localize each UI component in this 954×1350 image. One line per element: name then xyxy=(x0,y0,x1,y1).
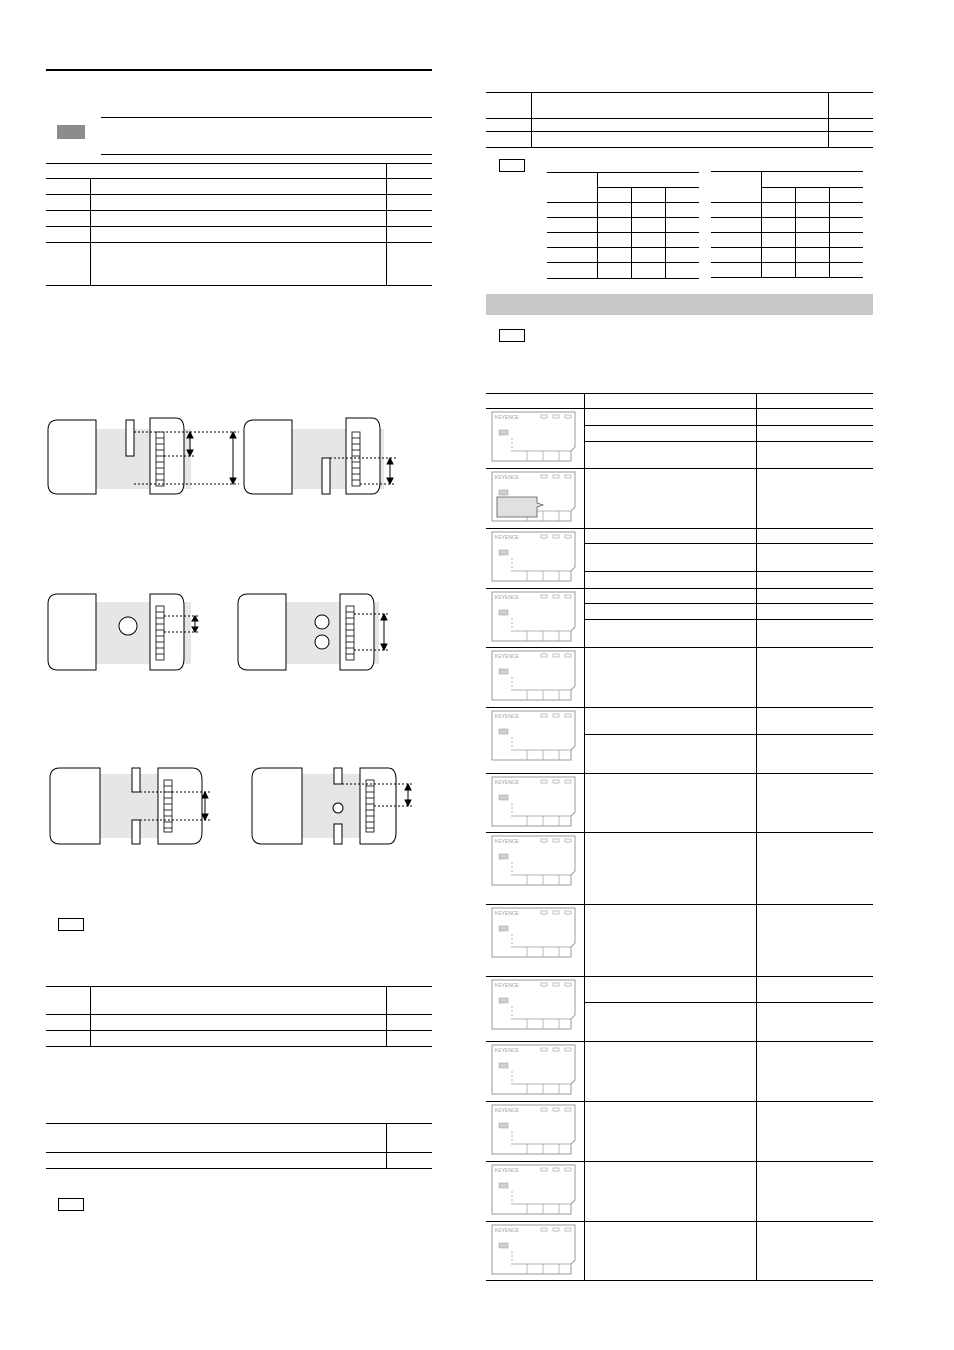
beam-diagram-2 xyxy=(44,588,434,678)
lcd-brand-text: KEYENCE xyxy=(495,1228,519,1234)
lcd-panel-icon xyxy=(491,907,576,957)
section-top-rule xyxy=(46,69,432,71)
lcd-brand-text: KEYENCE xyxy=(495,911,519,917)
note-rule-bottom xyxy=(101,154,432,155)
lcd-brand-text: KEYENCE xyxy=(495,714,519,720)
note-box-icon xyxy=(499,159,525,172)
lcd-brand-text: KEYENCE xyxy=(495,1048,519,1054)
note-box-icon xyxy=(58,918,84,931)
lcd-brand-text: KEYENCE xyxy=(495,780,519,786)
lcd-brand-text: KEYENCE xyxy=(495,839,519,845)
lcd-panel-icon xyxy=(491,531,576,581)
lcd-panel-icon xyxy=(491,776,576,826)
lcd-panel-icon xyxy=(491,1104,576,1154)
note-rule-top xyxy=(101,117,432,118)
lcd-brand-text: KEYENCE xyxy=(495,1108,519,1114)
lcd-brand-text: KEYENCE xyxy=(495,475,519,481)
lcd-callout xyxy=(497,497,543,517)
section-header-band xyxy=(486,294,873,315)
sensor-head-icon xyxy=(48,420,96,494)
lcd-brand-text: KEYENCE xyxy=(495,415,519,421)
beam-diagram-1 xyxy=(44,412,434,502)
lcd-panel-icon xyxy=(491,471,576,521)
lcd-brand-text: KEYENCE xyxy=(495,654,519,660)
lcd-brand-text: KEYENCE xyxy=(495,595,519,601)
beam-diagram-3 xyxy=(44,760,434,850)
double-arrow-icon xyxy=(187,432,236,484)
lcd-panel-icon xyxy=(491,1044,576,1094)
note-box-icon xyxy=(499,329,525,342)
lcd-panel-icon xyxy=(491,1164,576,1214)
lcd-panel-icon xyxy=(491,979,576,1029)
lcd-panel-icon xyxy=(491,710,576,760)
lcd-panel-icon xyxy=(491,591,576,641)
note-box-icon xyxy=(58,1198,84,1211)
receiver-array-icon xyxy=(150,418,184,494)
lcd-panel-icon xyxy=(491,835,576,885)
lcd-brand-text: KEYENCE xyxy=(495,1168,519,1174)
lcd-panel-icon xyxy=(491,1224,576,1274)
note-filled-icon xyxy=(57,125,85,139)
lcd-panel-icon xyxy=(491,411,576,461)
lcd-brand-text: KEYENCE xyxy=(495,983,519,989)
lcd-panel-icon xyxy=(491,650,576,700)
lcd-brand-text: KEYENCE xyxy=(495,535,519,541)
